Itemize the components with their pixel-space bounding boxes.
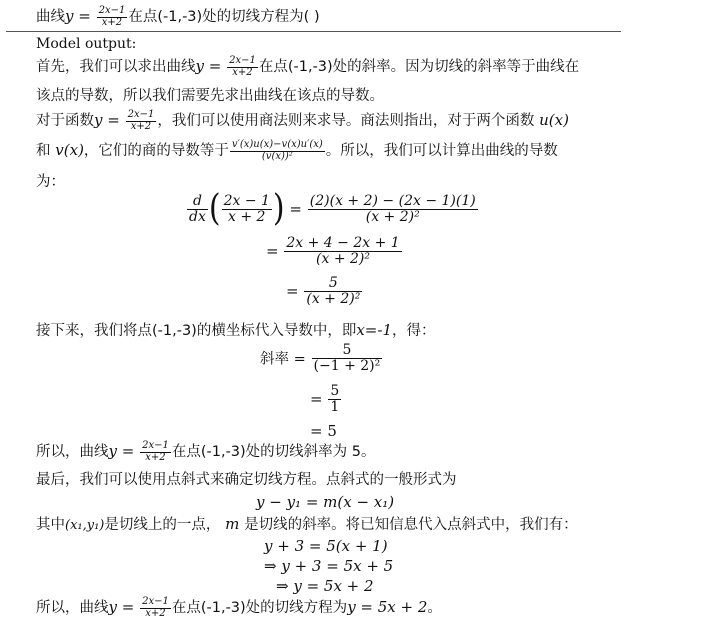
slope-line-2: = $\frac{5}{1}$ (310, 383, 340, 415)
step-3: ⇒ y = 5x + 2 (276, 577, 374, 595)
paragraph-2-line-1: 对于函数y = $\frac{2x-1}{x+2}$ ，我们可以使用商法则来求导。商法则指出，对于两个函数 u(x) (36, 109, 569, 132)
inner-fraction: $\frac{2x - 1}{x + 2}$ (223, 193, 270, 225)
fraction: $\frac{2x-1}{x+2}$ (127, 109, 155, 132)
paragraph-2-line-3: 为： (36, 174, 65, 190)
paragraph-1-line-2: 该点的导数，所以我们需要先求出曲线在该点的导数。 (36, 88, 384, 104)
top-divider (6, 31, 621, 32)
question-fraction: $\frac{2x-1}{x+2}$ (98, 5, 126, 28)
derivative-line-1: $\frac{d}{dx}$ ( $\frac{2x - 1}{x + 2}$ ) = $\frac{(2)(x + 2) - (2x - 1)(1)}{\text{(x + 2)²}}$ (189, 187, 476, 230)
paragraph-1-line-1: 首先，我们可以求出曲线y = $\frac{2x-1}{x+2}$ 在点(-1,-3)处的斜率。因为切线的斜率等于曲线在 (36, 55, 580, 78)
fraction: $\frac{2x-1}{x+2}$ (142, 440, 169, 463)
model-output-label: Model output: (36, 36, 137, 52)
paragraph-3: 接下来，我们将点(-1,-3)的横坐标代入导数中，即x=-1，得： (36, 321, 436, 339)
step-1: y + 3 = 5(x + 1) (264, 537, 388, 555)
paragraph-6: 其中(x₁,y₁)是切线上的一点， m 是切线的斜率。将已知信息代入点斜式中，我们有： (36, 515, 578, 533)
paragraph-2-line-2: 和 v(x)，它们的商的导数等于 $\frac{v'(x)u(x)-v(x)u'(x)}{\text{(v(x))²}}$ 。所以，我们可以计算出曲线的导数 (36, 139, 558, 162)
derivative-line-3: = $\frac{5}{\text{(x + 2)²}}$ (286, 275, 361, 307)
fraction: $\frac{2x-1}{x+2}$ (142, 596, 169, 619)
step-2: ⇒ y + 3 = 5x + 5 (264, 557, 394, 575)
paragraph-7: 所以，曲线y = $\frac{2x-1}{x+2}$ 在点(-1,-3)处的切线方程为y = 5x + 2。 (36, 596, 442, 619)
question-y: y = (65, 7, 91, 25)
paragraph-4: 所以，曲线y = $\frac{2x-1}{x+2}$ 在点(-1,-3)处的切线斜率为 5。 (36, 440, 376, 463)
slope-step-1: $\frac{5}{\text{(−1 + 2)²}}$ (313, 342, 381, 374)
question-line (36, 6, 320, 28)
question-text: 曲线 (36, 9, 65, 25)
slope-line-3: = 5 (310, 422, 337, 440)
fraction: $\frac{2x-1}{x+2}$ (229, 55, 256, 78)
quotient-rule-fraction: $\frac{v'(x)u(x)-v(x)u'(x)}{\text{(v(x))²}}$ (231, 139, 323, 162)
d-dx: $\frac{d}{dx}$ (189, 193, 206, 225)
slope-step-2: $\frac{5}{1}$ (330, 383, 340, 415)
derivative-step-3: $\frac{5}{\text{(x + 2)²}}$ (306, 275, 361, 307)
paragraph-5: 最后，我们可以使用点斜式来确定切线方程。点斜式的一般形式为 (36, 472, 457, 488)
question-text-end: 在点(-1,-3)处的切线方程为( ) (128, 9, 320, 25)
derivative-step-1: $\frac{(2)(x + 2) - (2x - 1)(1)}{\text{(x + 2)²}}$ (309, 193, 476, 225)
derivative-line-2: = $\frac{2x + 4 - 2x + 1}{\text{(x + 2)²}}$ (266, 235, 400, 267)
point-slope-formula: y − y₁ = m(x − x₁) (256, 493, 395, 511)
derivative-step-2: $\frac{2x + 4 - 2x + 1}{\text{(x + 2)²}}$ (286, 235, 400, 267)
slope-line-1: 斜率 = $\frac{5}{\text{(−1 + 2)²}}$ (260, 342, 381, 374)
